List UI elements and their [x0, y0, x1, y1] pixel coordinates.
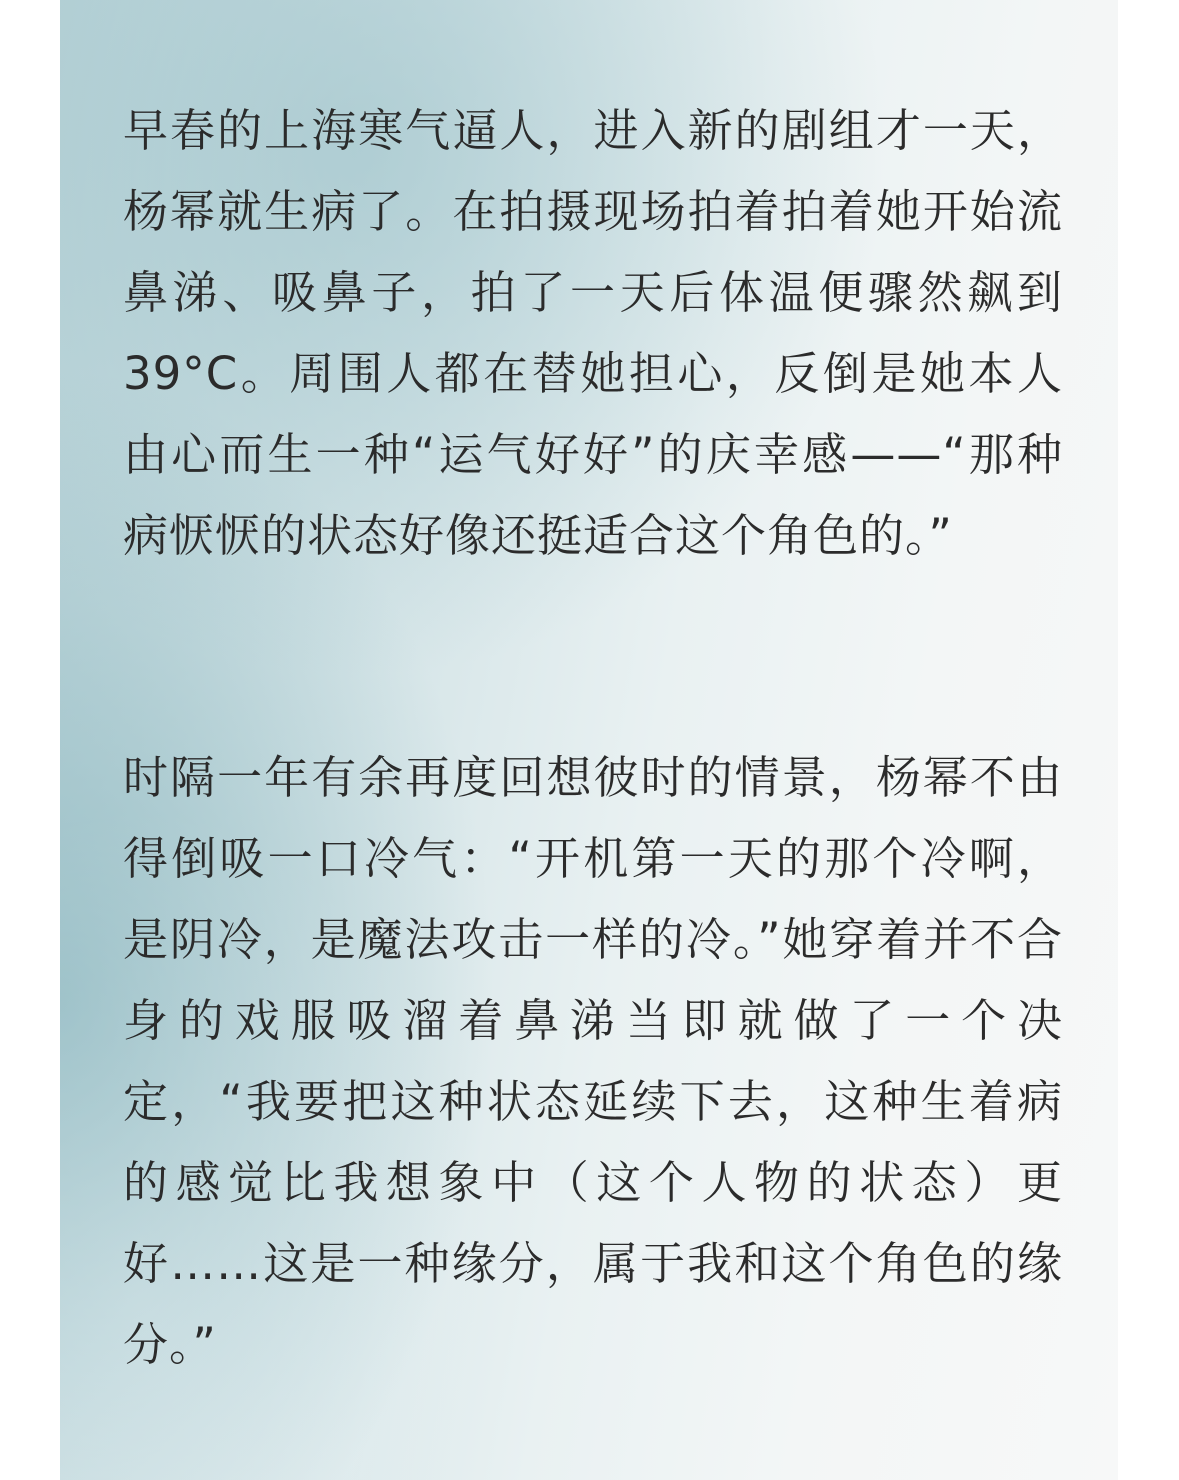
article-card — [60, 0, 1118, 1480]
article-paragraph-1: 早春的上海寒气逼人，进入新的剧组才一天，杨幂就生病了。在拍摄现场拍着拍着她开始流鼻涕、吸鼻子，拍了一天后体温便骤然飙到39°C。周围人都在替她担心，反倒是她本人由心而生一种“运气好好”的庆幸感——“那种病恹恹的状态好像还挺适合这个角色的。” — [123, 104, 1063, 562]
article-paragraph-2: 时隔一年有余再度回想彼时的情景，杨幂不由得倒吸一口冷气：“开机第一天的那个冷啊，是阴冷，是魔法攻击一样的冷。”她穿着并不合身的戏服吸溜着鼻涕当即就做了一个决定，“我要把这种状态延续下去，这种生着病的感觉比我想象中（这个人物的状态）更好……这是一种缘分，属于我和这个角色的缘分。” — [123, 751, 1063, 1371]
